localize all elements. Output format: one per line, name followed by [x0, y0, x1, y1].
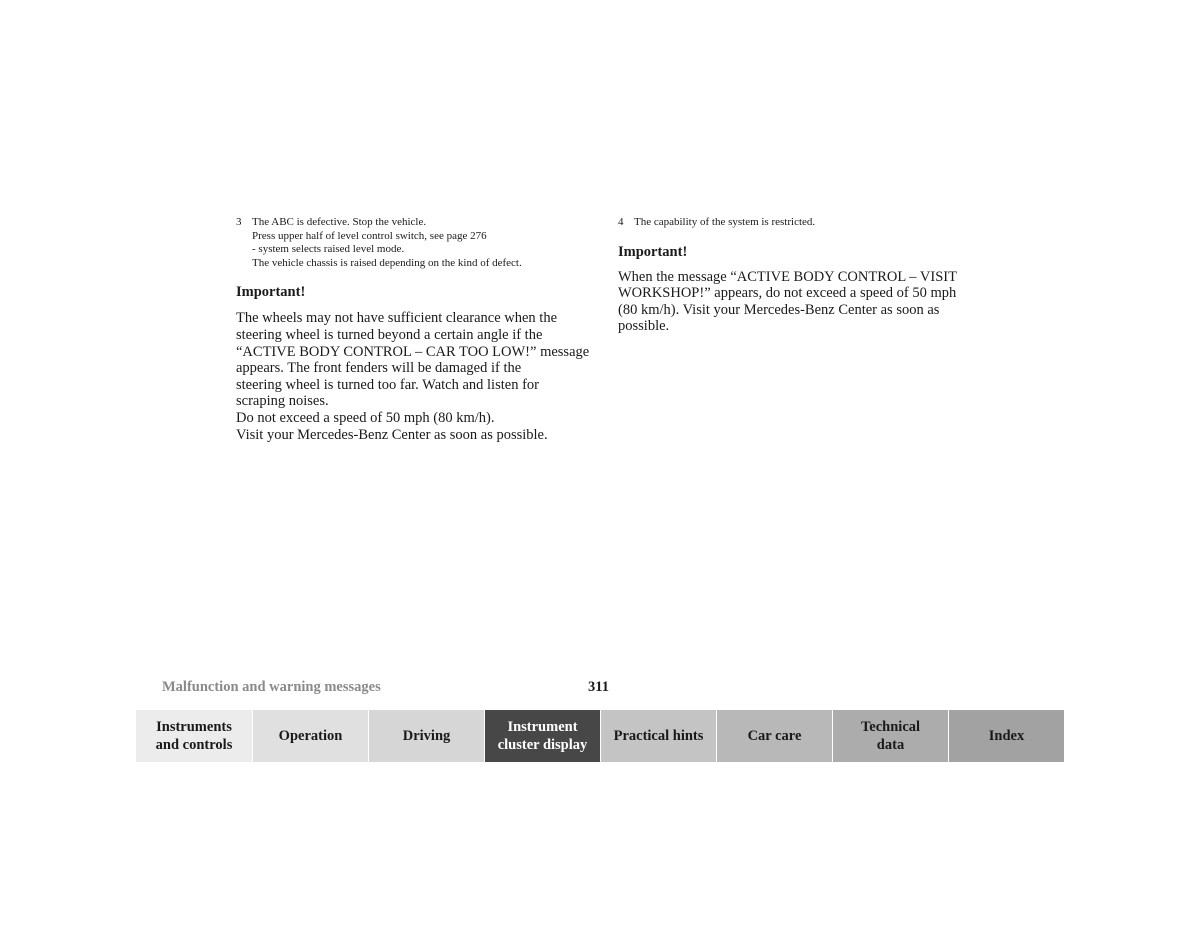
important-body [236, 310, 596, 443]
body-line: “ACTIVE BODY CONTROL – CAR TOO LOW!” message [236, 343, 590, 360]
important-heading: Important! [618, 243, 688, 260]
body-line: Visit your Mercedes-Benz Center as soon as possible. [236, 426, 548, 443]
tab-technical-data[interactable] [832, 710, 948, 762]
tab-label: Driving [402, 728, 451, 744]
body-line: steering wheel is turned too far. Watch and listen for [236, 376, 539, 393]
body-line: possible. [618, 318, 670, 335]
footnote-line: The ABC is defective. Stop the vehicle. [252, 216, 427, 228]
footnote-3 [236, 216, 596, 270]
body-line: The wheels may not have sufficient clearance when the [236, 310, 558, 327]
tab-label: Technical data [860, 719, 921, 753]
important-body [618, 269, 978, 335]
tab-label: Index [988, 728, 1025, 744]
body-line: appears. The front fenders will be damaged if the [236, 360, 522, 377]
body-line: Do not exceed a speed of 50 mph (80 km/h). [236, 409, 495, 426]
important-heading: Important! [236, 284, 306, 301]
tab-label: Instrument cluster display [497, 719, 588, 753]
footnote-text [252, 216, 522, 270]
body-line: scraping noises. [236, 393, 329, 410]
footnote-4 [618, 216, 978, 230]
chapter-tab-bar [136, 710, 1064, 762]
tab-index[interactable] [948, 710, 1064, 762]
footnote-number: 3 [236, 216, 242, 228]
footnote-number: 4 [618, 216, 624, 228]
footnote-line: The capability of the system is restricted. [634, 216, 816, 228]
body-line: WORKSHOP!” appears, do not exceed a speed of 50 mph [618, 285, 957, 302]
tab-operation[interactable] [252, 710, 368, 762]
tab-practical-hints[interactable] [600, 710, 716, 762]
tab-label: Instruments and controls [155, 719, 233, 753]
tab-label: Car care [747, 728, 802, 744]
left-column [236, 216, 596, 443]
body-line: steering wheel is turned beyond a certain angle if the [236, 326, 543, 343]
tab-driving[interactable] [368, 710, 484, 762]
tab-label: Practical hints [613, 728, 704, 744]
footnote-text [634, 216, 815, 230]
footnote-line: Press upper half of level control switch, see page 276 [252, 229, 487, 242]
tab-instruments-and-controls[interactable] [136, 710, 252, 762]
right-column [618, 216, 978, 335]
page-number: 311 [588, 679, 609, 695]
tab-label: Operation [278, 728, 343, 744]
footnote-line: - system selects raised level mode. [252, 243, 405, 256]
section-title: Malfunction and warning messages [162, 679, 381, 695]
body-line: (80 km/h). Visit your Mercedes-Benz Center as soon as [618, 301, 940, 318]
tab-instrument-cluster-display[interactable] [484, 710, 600, 762]
footnote-line: The vehicle chassis is raised depending on the kind of defect. [252, 256, 522, 269]
body-line: When the message “ACTIVE BODY CONTROL – VISIT [618, 268, 957, 285]
tab-car-care[interactable] [716, 710, 832, 762]
